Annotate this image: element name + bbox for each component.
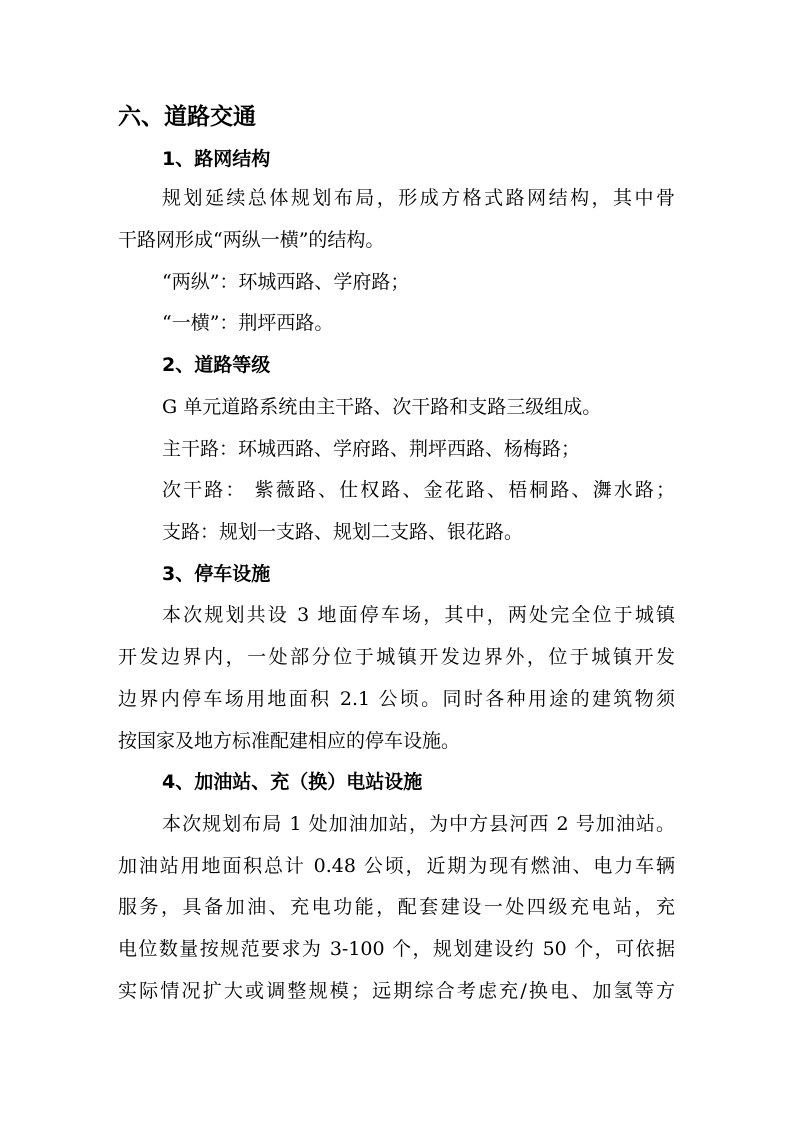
paragraph-line: 服务，具备加油、充电功能，配套建设一处四级充电站，充 [118, 896, 675, 918]
subsection-heading-fuel-charging-stations: 4、加油站、充（换）电站设施 [162, 771, 423, 793]
paragraph-line: 开发边界内，一处部分位于城镇开发边界外，位于城镇开发 [118, 646, 675, 668]
paragraph-line: 本次规划布局 1 处加油加站，为中方县河西 2 号加油站。 [162, 813, 675, 835]
paragraph-line: G 单元道路系统由主干路、次干路和支路三级组成。 [162, 396, 602, 418]
section-title: 六、道路交通 [118, 104, 256, 130]
paragraph-line: “两纵”：环城西路、学府路； [162, 271, 410, 293]
subsection-heading-parking: 3、停车设施 [162, 563, 271, 585]
paragraph-line: 本次规划共设 3 地面停车场，其中，两处完全位于城镇 [162, 604, 675, 626]
subsection-heading-road-grade: 2、道路等级 [162, 354, 271, 376]
paragraph-line: 加油站用地面积总计 0.48 公顷，近期为现有燃油、电力车辆 [118, 855, 675, 877]
paragraph-line: 实际情况扩大或调整规模；远期综合考虑充/换电、加氢等方 [118, 980, 675, 1002]
paragraph-line: 次干路： 紫薇路、仕权路、金花路、梧桐路、㵲水路； [162, 479, 675, 501]
paragraph-line: 边界内停车场用地面积 2.1 公顷。同时各种用途的建筑物须 [118, 688, 675, 710]
paragraph-line: 规划延续总体规划布局，形成方格式路网结构，其中骨 [162, 187, 675, 209]
paragraph-line: 按国家及地方标准配建相应的停车设施。 [118, 730, 461, 752]
subsection-heading-road-network: 1、路网结构 [162, 148, 271, 170]
paragraph-line: 支路：规划一支路、规划二支路、银花路。 [162, 521, 524, 543]
paragraph-line: “一横”：荆坪西路。 [162, 312, 334, 334]
paragraph-line: 电位数量按规范要求为 3-100 个，规划建设约 50 个，可依据 [118, 938, 675, 960]
paragraph-line: 主干路：环城西路、学府路、荆坪西路、杨梅路； [162, 438, 581, 460]
paragraph-line: 干路网形成“两纵一横”的结构。 [118, 229, 385, 251]
